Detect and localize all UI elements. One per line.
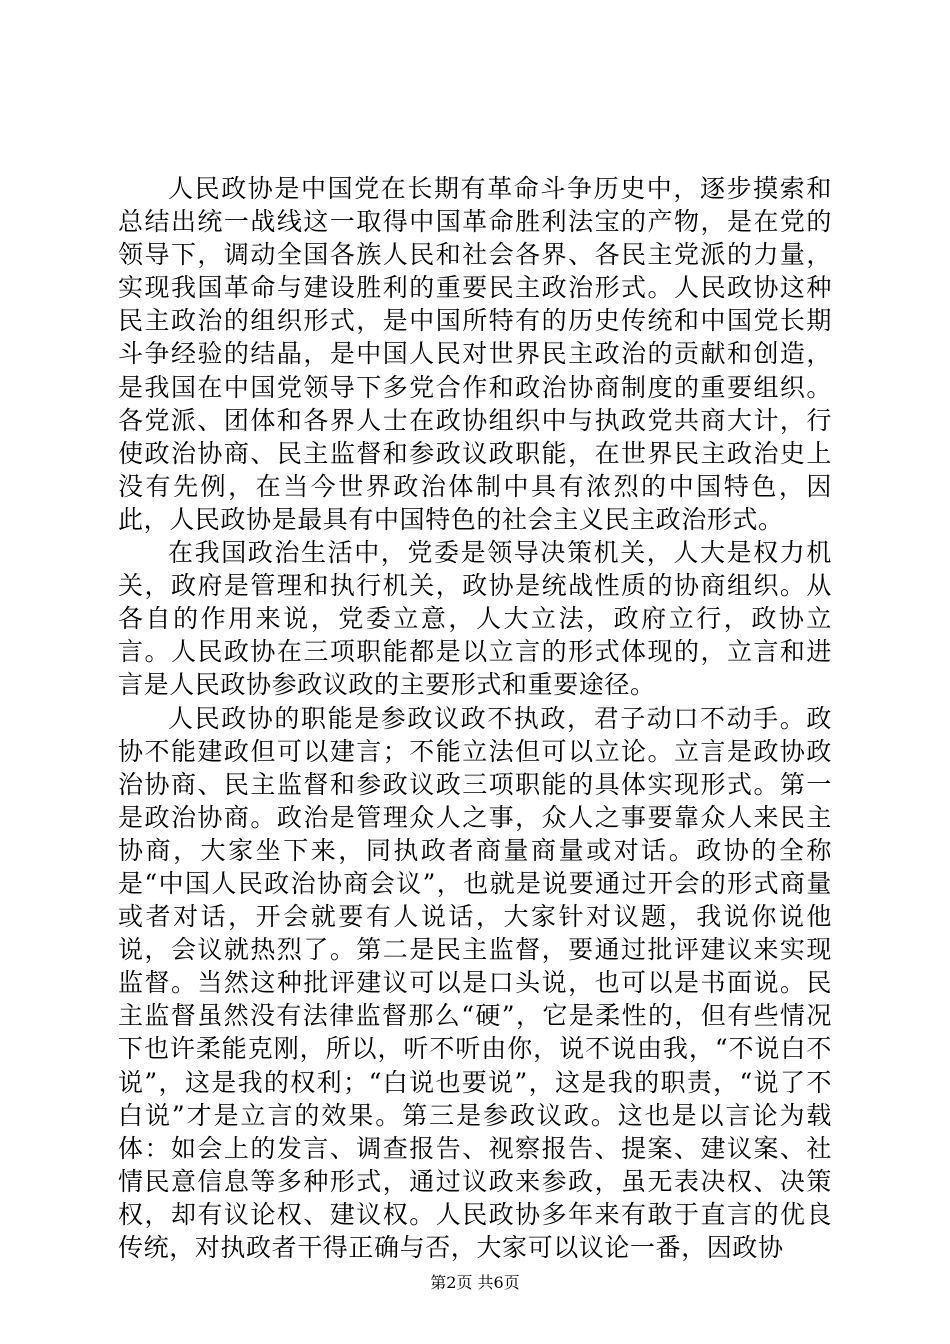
page-number: 第2页 共6页 (430, 1273, 520, 1292)
paragraph-3: 人民政协的职能是参政议政不执政，君子动口不动手。政协不能建政但可以建言；不能立法但可以立论。立言是政协政治协商、民主监督和参政议政三项职能的具体实现形式。第一是政治协商。政治是管理众人之事，众人之事要靠众人来民主协商，大家坐下来，同执政者商量商量或对话。政协的全称是“中国人民政治协商会议”，也就是说要通过开会的形式商量或者对话，开会就要有人说话，大家针对议题，我说你说他说，会议就热烈了。第二是民主监督，要通过批评建议来实现监督。当然这种批评建议可以是口头说，也可以是书面说。民主监督虽然没有法律监督那么“硬”，它是柔性的，但有些情况下也许柔能克刚，所以，听不听由你，说不说由我，“不说白不说”，这是我的权利；“白说也要说”，这是我的职责，“说了不白说”才是立言的效果。第三是参政议政。这也是以言论为载体：如会上的发言、调查报告、视察报告、提案、建议案、社情民意信息等多种形式，通过议政来参政，虽无表决权、决策权，却有议论权、建议权。人民政协多年来有敢于直言的优良传统，对执政者干得正确与否，大家可以议论一番，因政协 (118, 703, 832, 1262)
document-body (118, 172, 832, 1264)
paragraph-1: 人民政协是中国党在长期有革命斗争历史中，逐步摸索和总结出统一战线这一取得中国革命胜利法宝的产物，是在党的领导下，调动全国各族人民和社会各界、各民主党派的力量，实现我国革命与建设胜利的重要民主政治形式。人民政协这种民主政治的组织形式，是中国所特有的历史传统和中国党长期斗争经验的结晶，是中国人民对世界民主政治的贡献和创造，是我国在中国党领导下多党合作和政治协商制度的重要组织。各党派、团体和各界人士在政协组织中与执政党共商大计，行使政治协商、民主监督和参政议政职能，在世界民主政治史上没有先例，在当今世界政治体制中具有浓烈的中国特色，因此，人民政协是最具有中国特色的社会主义民主政治形式。 (118, 174, 832, 534)
paragraph-2: 在我国政治生活中，党委是领导决策机关，人大是权力机关，政府是管理和执行机关，政协是统战性质的协商组织。从各自的作用来说，党委立意，人大立法，政府立行，政协立言。人民政协在三项职能都是以立言的形式体现的，立言和进言是人民政协参政议政的主要形式和重要途径。 (118, 538, 832, 700)
page-footer (0, 1273, 950, 1293)
